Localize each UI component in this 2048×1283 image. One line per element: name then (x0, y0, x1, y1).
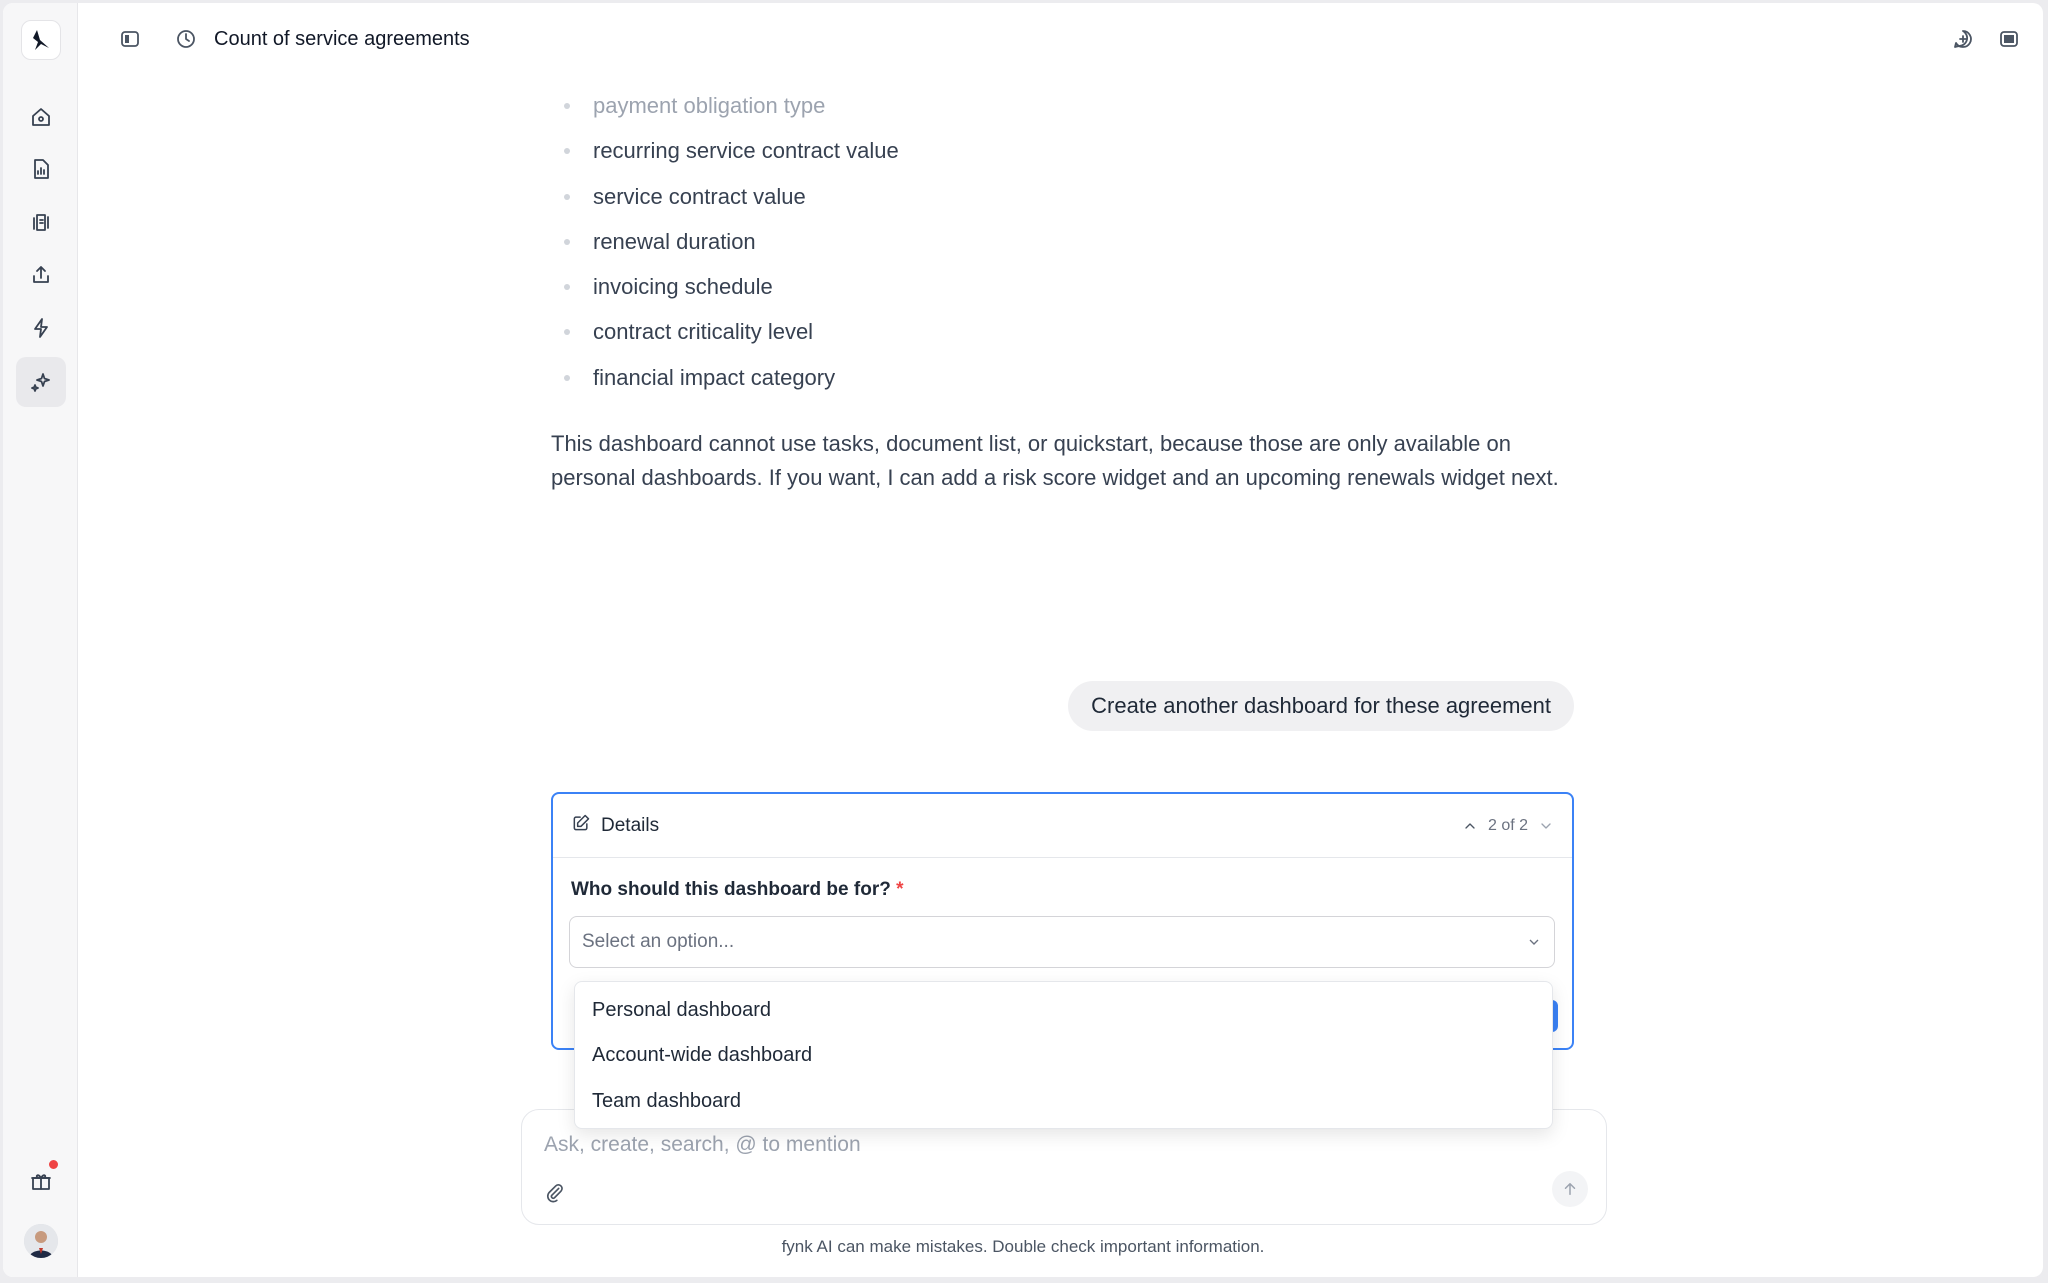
list-item: contract criticality level (551, 317, 899, 362)
edit-icon (571, 813, 591, 838)
composer-input[interactable]: Ask, create, search, @ to mention (544, 1133, 861, 1156)
attach-button[interactable] (544, 1182, 566, 1209)
list-item: service contract value (551, 182, 899, 227)
question-text: Who should this dashboard be for? (571, 879, 891, 900)
ai-disclaimer: fynk AI can make mistakes. Double check important information. (781, 1237, 1265, 1256)
list-item: renewal duration (551, 227, 899, 272)
chevron-up-icon[interactable] (1462, 818, 1478, 834)
option-team-dashboard[interactable]: Team dashboard (592, 1089, 741, 1112)
details-card-header (553, 794, 1572, 858)
chevron-down-icon[interactable] (1538, 818, 1554, 834)
user-message-bubble: Create another dashboard for these agreement (1068, 681, 1574, 731)
list-item: recurring service contract value (551, 136, 899, 181)
select-placeholder: Select an option... (582, 931, 735, 952)
list-item: financial impact category (551, 363, 899, 408)
option-personal-dashboard[interactable]: Personal dashboard (592, 999, 772, 1021)
required-mark: * (896, 879, 904, 900)
select-options-menu (574, 981, 1553, 1129)
chat-thread (3, 3, 2043, 1277)
dashboard-audience-select[interactable] (569, 916, 1555, 968)
option-account-wide-dashboard[interactable]: Account-wide dashboard (592, 1044, 813, 1067)
assistant-bullet-list (551, 91, 899, 408)
paperclip-icon (544, 1182, 566, 1204)
assistant-paragraph: This dashboard cannot use tasks, document list, or quickstart, because those are only available on personal dashboards. If you want, I can add a risk score widget and an upcoming renewals widget next. (551, 431, 1559, 490)
list-item: payment obligation type (551, 91, 899, 136)
page-title: Count of service agreements (214, 27, 470, 50)
chevron-down-icon (1526, 934, 1542, 950)
details-title: Details (601, 814, 660, 836)
app-window (3, 3, 2043, 1277)
question-pager (1462, 817, 1554, 835)
list-item: invoicing schedule (551, 272, 899, 317)
send-button[interactable] (1552, 1171, 1588, 1207)
pager-count: 2 of 2 (1487, 816, 1528, 834)
arrow-up-icon (1561, 1180, 1579, 1198)
question-label (571, 879, 904, 901)
